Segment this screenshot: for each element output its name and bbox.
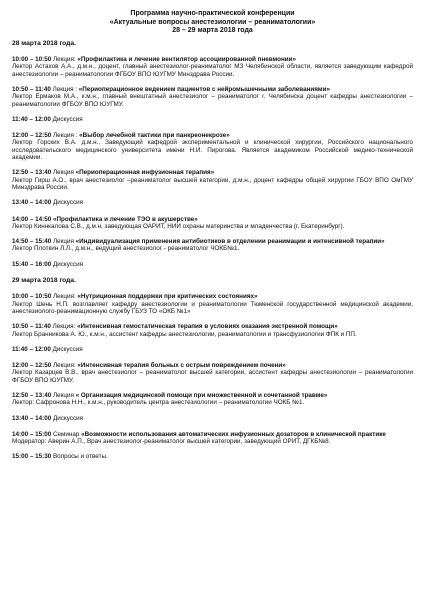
schedule-item <box>12 199 413 206</box>
schedule-time: 15:40 – 16:00 <box>12 260 52 268</box>
schedule-title: «Профилактика и лечение ТЭО в акушерстве» <box>52 215 198 223</box>
schedule-item <box>12 56 413 78</box>
schedule-time: 14:50 – 15:40 <box>12 238 52 246</box>
schedule-kind: Дискуссия <box>51 414 84 422</box>
day1-date: 28 марта 2018 года. <box>12 39 76 47</box>
schedule-item <box>12 261 413 268</box>
schedule-item <box>12 132 413 161</box>
schedule-lecturer: Лектор Астахов А.А., д.м.н., доцент, главный анестезиолог-реаниматолог МЗ Челябинской области, является заведующим кафедрой анестезиологии – реаниматологии ФГБОУ ВПО ЮУГМУ Минздрава России. <box>12 63 413 78</box>
schedule-title: «Индивидуализация применения антибиотиков в отделении реанимации и интенсивной терапии» <box>75 238 385 246</box>
schedule-item <box>12 116 413 123</box>
schedule-title: «Выбор лечебной тактики при панкреонекрозе» <box>79 132 230 140</box>
schedule-kind: Дискуссия <box>51 260 84 268</box>
schedule-kind: Вопросы и ответы. <box>51 453 108 461</box>
schedule-kind: Дискуссия <box>51 199 84 207</box>
schedule-item <box>12 392 413 407</box>
schedule-kind: Лекция: <box>51 362 78 370</box>
schedule-title: «Профилактика и лечение вентилятор ассоциированной пневмонии» <box>77 56 297 64</box>
schedule-title: «Периоперационное ведением пациентов с нейромышечными заболеваниями» <box>78 85 330 93</box>
schedule-time: 10:00 – 10:50 <box>12 56 52 64</box>
header-line-3: 28 – 29 марта 2018 года <box>172 27 253 35</box>
schedule-kind: Семинар <box>51 430 82 438</box>
schedule-title: «Возможности использования автоматических инфузионных дозаторов в клинической практике <box>81 430 386 438</box>
schedule-item <box>12 169 413 191</box>
schedule-time: 11:40 – 12:00 <box>12 345 51 353</box>
schedule-time: 13:40 – 14:00 <box>12 199 52 207</box>
schedule-item <box>12 346 413 353</box>
schedule-item <box>12 415 413 422</box>
schedule-time: 13:40 – 14:00 <box>12 414 52 422</box>
schedule-title: «Периоперационная инфузионная терапия» <box>75 169 215 177</box>
schedule-kind: Дискуссия <box>50 345 83 353</box>
schedule-time: 14:00 – 15:00 <box>12 430 52 438</box>
schedule-item <box>12 293 413 315</box>
schedule-title: «Нутриционная поддержки при критических состояниях» <box>77 293 258 301</box>
schedule-lecturer: Модератор: Аверин А.П., Врач анестезиолог-реаниматолог высшей категории, заведующий ОРИТ, ДГКБ№8. <box>12 438 331 446</box>
schedule-item <box>12 431 413 446</box>
schedule-time: 10:50 – 11:40 <box>12 323 51 331</box>
schedule-lecturer: Лектор Плоткин Л.Л., д.м.н., ведущий анестезиолог - реаниматолог ЧОКБ№1. <box>12 245 240 253</box>
schedule-title: « Организация медицинской помощи при множественной и сочетанной травме» <box>75 391 328 399</box>
schedule-kind: Лекция: <box>51 56 78 64</box>
day2-schedule <box>12 293 413 460</box>
schedule-time: 12:00 – 12:50 <box>12 132 52 140</box>
header-line-1: Программа научно-практической конференции <box>130 10 295 17</box>
schedule-time: 12:50 – 13:40 <box>12 391 52 399</box>
schedule-item <box>12 86 413 108</box>
schedule-lecturer: Лектор: Сафронова Н.Н., к.м.н., руководитель центра анестезиологии – реаниматологии ЧОКБ №1. <box>12 399 305 407</box>
schedule-time: 15:00 – 15:30 <box>12 453 52 461</box>
schedule-item <box>12 453 413 460</box>
schedule-item <box>12 362 413 384</box>
schedule-time: 12:00 – 12:50 <box>12 362 52 370</box>
schedule-lecturer: Лектор Горских В.А. д.м.н., Заведующий кафедрой экспериментальной и клинической хирургии, Российского национального исследовательского медицинского университета имени Н.И. Пирогова. Является академиком Российской медико-технической академии. <box>12 139 413 162</box>
schedule-title: «Интенсивная гемостатическая терапия в условиях оказания экстренной помощи» <box>77 323 338 331</box>
schedule-kind: Лекция : <box>50 85 79 93</box>
schedule-kind: Лекция : <box>51 132 80 140</box>
day1-schedule <box>12 56 413 268</box>
schedule-kind: Лекция: <box>51 293 78 301</box>
schedule-kind: Лекция <box>51 391 76 399</box>
header-line-2: «Актуальные вопросы анестезиологии – реаниматологии» <box>109 18 316 26</box>
schedule-time: 11:40 – 12:00 <box>12 115 51 123</box>
schedule-kind: Дискуссия <box>50 115 83 123</box>
schedule-item <box>12 238 413 253</box>
schedule-time: 10:50 – 11:40 <box>12 85 51 93</box>
schedule-time: 14:00 – 14:50 <box>12 215 52 223</box>
schedule-lecturer: Лектор Казарцев В.В., врач анестезиолог – реаниматолог высшей категории, ассистент кафедры анестезиологии – реаниматологии ФГБОУ ВПО ЮУГМУ. <box>12 369 413 384</box>
program-header <box>12 10 413 36</box>
schedule-kind: Лекция <box>51 238 76 246</box>
schedule-item <box>12 216 413 231</box>
schedule-time: 12:50 – 13:40 <box>12 169 52 177</box>
schedule-kind: Лекция: <box>50 323 78 331</box>
schedule-lecturer: Лектор Ермаков М.А., к.м.н., главный внештатный анестезиолог – реаниматолог г. Челябинска доцент кафедры анестезиологии – реаниматологии ФГБОУ ВПО ЮУГМУ. <box>12 93 413 108</box>
schedule-kind: Лекция <box>51 169 76 177</box>
schedule-lecturer: Лектор Бранникова А. Ю., к.м.н., ассистент кафедры анестезиологии, реаниматологии и трансфузиологии ФПК и ПП. <box>12 330 357 338</box>
schedule-lecturer: Лектор Шень Н.П. возглавляет кафедру анестезиологии и реаниматологии Тюменской государственной медицинской академии, анестезиолого-реанимационную службу ГБУЗ ТО «ОКБ №1» <box>12 300 413 315</box>
day2-date: 29 марта 2018 года. <box>12 277 76 285</box>
schedule-item <box>12 323 413 338</box>
schedule-lecturer: Лектор Гирш А.О., врач анестезиолог –реаниматолог высшей категории, д.м.н., доцент кафедры общей хирургии ГБОУ ВПО ОмГМУ Минздрава России. <box>12 176 413 191</box>
schedule-time: 10:00 – 10:50 <box>12 293 52 301</box>
schedule-title: «Интенсивная терапия больных с острым повреждением почени» <box>77 362 286 370</box>
schedule-lecturer: Лектор Киннкалова С.В., д.м.н, заведующая ОАРИТ, НИИ охраны материнства и младенчества (г. Екатеринбург). <box>12 222 345 230</box>
